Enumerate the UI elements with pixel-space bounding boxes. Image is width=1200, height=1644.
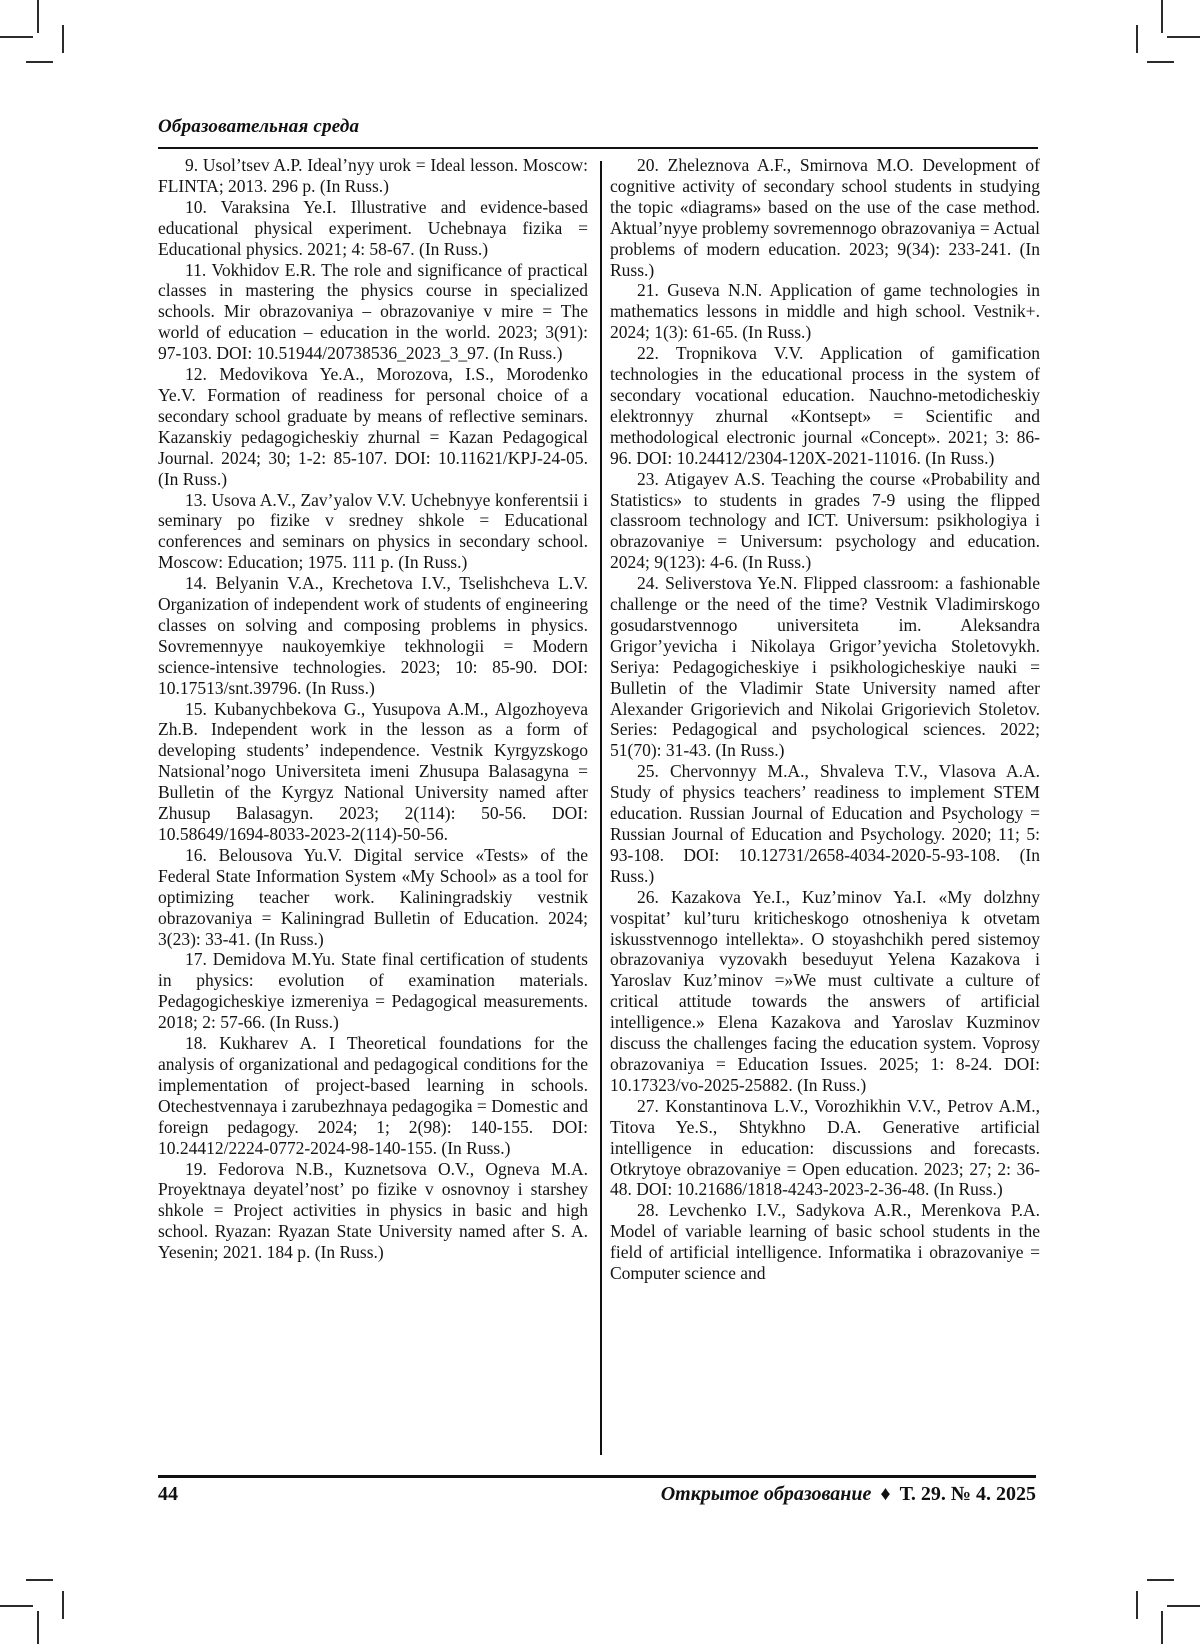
crop-mark-bottom-left <box>62 1591 64 1619</box>
crop-mark-bottom-right <box>1136 1591 1138 1619</box>
reference-item: 27. Konstantinova L.V., Vorozhikhin V.V., Petrov A.M., Titova Ye.S., Shtykhno D.A. Generative artificial intelligence in education: discussions and forecasts. Otkrytoye obrazovaniye = Open education. 2023; 27; 2: 36-48. DOI: 10.21686/1818-4243-2023-2-36-48. (In Russ.) <box>610 1095 1040 1200</box>
footer-journal-info <box>661 1483 1036 1506</box>
reference-item: 10. Varaksina Ye.I. Illustrative and evidence-based educational physical experiment. Uchebnaya fizika = Educational physics. 2021; 4: 58-67. (In Russ.) <box>158 196 588 259</box>
reference-item: 15. Kubanychbekova G., Yusupova A.M., Algozhoyeva Zh.B. Independent work in the lesson as a form of developing students’ independence. Vestnik Kyrgyzskogo Natsional’nogo Universiteta imeni Zhusupa Balasagyna = Bulletin of the Kyrgyz National University named after Zhusup Balasagyn. 2023; 2(114): 50-56. DOI: 10.58649/1694-8033-2023-2(114)-50-56. <box>158 698 588 844</box>
crop-mark-top-left <box>37 0 39 33</box>
diamond-icon: ♦ <box>880 1483 891 1505</box>
running-header-title: Образовательная среда <box>158 116 360 137</box>
crop-mark-bottom-right <box>1147 1579 1174 1581</box>
crop-mark-bottom-right <box>1161 1611 1163 1644</box>
reference-item: 17. Demidova M.Yu. State final certification of students in physics: evolution of examination materials. Pedagogicheskiye izmereniya = Pedagogical measurements. 2018; 2: 57-66. (In Russ.) <box>158 949 588 1033</box>
crop-mark-bottom-left <box>37 1611 39 1644</box>
reference-item: 18. Kukharev A. I Theoretical foundations for the analysis of organizational and pedagogical conditions for the implementation of project-based learning in schools. Otechestvennaya i zarubezhnaya pedagogika = Domestic and foreign pedagogy. 2024; 1; 2(98): 140-155. DOI: 10.24412/2224-0772-2024-98-140-155. (In Russ.) <box>158 1033 588 1158</box>
reference-item: 16. Belousova Yu.V. Digital service «Tests» of the Federal State Information System «My School» as a tool for optimizing teacher work. Kaliningradskiy vestnik obrazovaniya = Kaliningrad Bulletin of Education. 2024; 3(23): 33-41. (In Russ.) <box>158 844 588 949</box>
reference-item: 21. Guseva N.N. Application of game technologies in mathematics lessons in middle and high school. Vestnik+. 2024; 1(3): 61-65. (In Russ.) <box>610 280 1040 343</box>
crop-mark-bottom-right <box>1167 1605 1200 1607</box>
reference-item: 12. Medovikova Ye.A., Morozova, I.S., Morodenko Ye.V. Formation of readiness for personal choice of a secondary school graduate by means of reflective seminars. Kazanskiy pedagogicheskiy zhurnal = Kazan Pedagogical Journal. 2024; 30; 1-2: 85-107. DOI: 10.11621/KPJ-24-05. (In Russ.) <box>158 364 588 489</box>
reference-item: 24. Seliverstova Ye.N. Flipped classroom: a fashionable challenge or the need of the time? Vestnik Vladimirskogo gosudarstvennogo universiteta im. Aleksandra Grigor’yevicha i Nikolaya Grigor’yevicha Stoletovykh. Seriya: Pedagogicheskiye i psikhologicheskiye nauki = Bulletin of the Vladimir State University named after Alexander Grigorievich and Nikolai Grigorievich Stoletov. Series: Pedagogical and psychological sciences. 2022; 51(70): 31-43. (In Russ.) <box>610 573 1040 761</box>
crop-mark-top-right <box>1167 36 1200 38</box>
crop-mark-top-right <box>1147 61 1174 63</box>
references-column-left <box>158 155 588 1457</box>
reference-item: 9. Usol’tsev A.P. Ideal’nyy urok = Ideal lesson. Moscow: FLINTA; 2013. 296 p. (In Russ.) <box>158 155 588 196</box>
column-divider <box>600 161 602 1455</box>
reference-item: 19. Fedorova N.B., Kuznetsova O.V., Ogneva M.A. Proyektnaya deyatel’nost’ po fizike v osnovnoy i starshey shkole = Project activities in physics in basic and high school. Ryazan: Ryazan State University named after S. A. Yesenin; 2021. 184 p. (In Russ.) <box>158 1158 588 1263</box>
references-column-right <box>610 155 1040 1457</box>
crop-mark-top-right <box>1161 0 1163 33</box>
crop-mark-top-left <box>26 61 53 63</box>
crop-mark-bottom-left <box>26 1579 53 1581</box>
reference-item: 25. Chervonnyy M.A., Shvaleva T.V., Vlasova A.A. Study of physics teachers’ readiness to implement STEM education. Russian Journal of Education and Psychology = Russian Journal of Education and Psychology. 2020; 11; 5: 93-108. DOI: 10.12731/2658-4034-2020-5-93-108. (In Russ.) <box>610 761 1040 886</box>
reference-item: 20. Zheleznova A.F., Smirnova M.O. Development of cognitive activity of secondary school students in studying the topic «diagrams» based on the use of the case method. Aktual’nyye problemy sovremennogo obrazovaniya = Actual problems of modern education. 2023; 9(34): 233-241. (In Russ.) <box>610 155 1040 280</box>
reference-item: 23. Atigayev A.S. Teaching the course «Probability and Statistics» to students in grades 7-9 using the flipped classroom technology and ICT. Universum: psikhologiya i obrazovaniye = Universum: psychology and education. 2024; 9(123): 4-6. (In Russ.) <box>610 468 1040 573</box>
references-section <box>158 155 1040 1459</box>
reference-item: 14. Belyanin V.A., Krechetova I.V., Tselishcheva L.V. Organization of independent work of students of engineering classes on solving and composing problems in physics. Sovremennyye naukoyemkiye tekhnologii = Modern science-intensive technologies. 2023; 10: 85-90. DOI: 10.17513/snt.39796. (In Russ.) <box>158 573 588 698</box>
reference-item: 13. Usova A.V., Zav’yalov V.V. Uchebnyye konferentsii i seminary po fizike v sredney shkole = Educational conferences and seminars on physics in secondary school. Moscow: Education; 1975. 111 p. (In Russ.) <box>158 489 588 573</box>
reference-item: 22. Tropnikova V.V. Application of gamification technologies in the educational process in the system of secondary vocational education. Nauchno-metodicheskiy elektronnyy zhurnal «Kontsept» = Scientific and methodological electronic journal «Concept». 2021; 3: 86-96. DOI: 10.24412/2304-120X-2021-11016. (In Russ.) <box>610 343 1040 468</box>
page-number: 44 <box>158 1483 178 1505</box>
journal-name: Открытое образование <box>660 1483 872 1505</box>
header-rule <box>158 147 1038 149</box>
crop-mark-top-left <box>0 36 33 38</box>
issue-info: Т. 29. № 4. 2025 <box>899 1483 1036 1505</box>
reference-item: 28. Levchenko I.V., Sadykova A.R., Merenkova P.A. Model of variable learning of basic school students in the field of artificial intelligence. Informatika i obrazovaniye = Computer science and <box>610 1200 1040 1284</box>
crop-mark-bottom-left <box>0 1605 33 1607</box>
crop-mark-top-left <box>62 25 64 53</box>
reference-item: 11. Vokhidov E.R. The role and significance of practical classes in mastering the physics course in specialized schools. Mir obrazovaniya – obrazovaniye v mire = The world of education – education in the world. 2023; 3(91): 97-103. DOI: 10.51944/20738536_2023_3_97. (In Russ.) <box>158 259 588 364</box>
crop-mark-top-right <box>1136 25 1138 53</box>
footer-rule <box>158 1475 1036 1478</box>
reference-item: 26. Kazakova Ye.I., Kuz’minov Ya.I. «My dolzhny vospitat’ kul’turu kriticheskogo otnosheniya k otvetam iskusstvennogo intellekta». O stoyashchikh pered sistemoy obrazovaniya vyzovakh beseduyut Yelena Kazakova i Yaroslav Kuz’minov =»We must cultivate a culture of critical attitude towards the answers of artificial intelligence.» Elena Kazakova and Yaroslav Kuzminov discuss the challenges facing the education system. Voprosy obrazovaniya = Education Issues. 2025; 1: 8-24. DOI: 10.17323/vo-2025-25882. (In Russ.) <box>610 886 1040 1095</box>
